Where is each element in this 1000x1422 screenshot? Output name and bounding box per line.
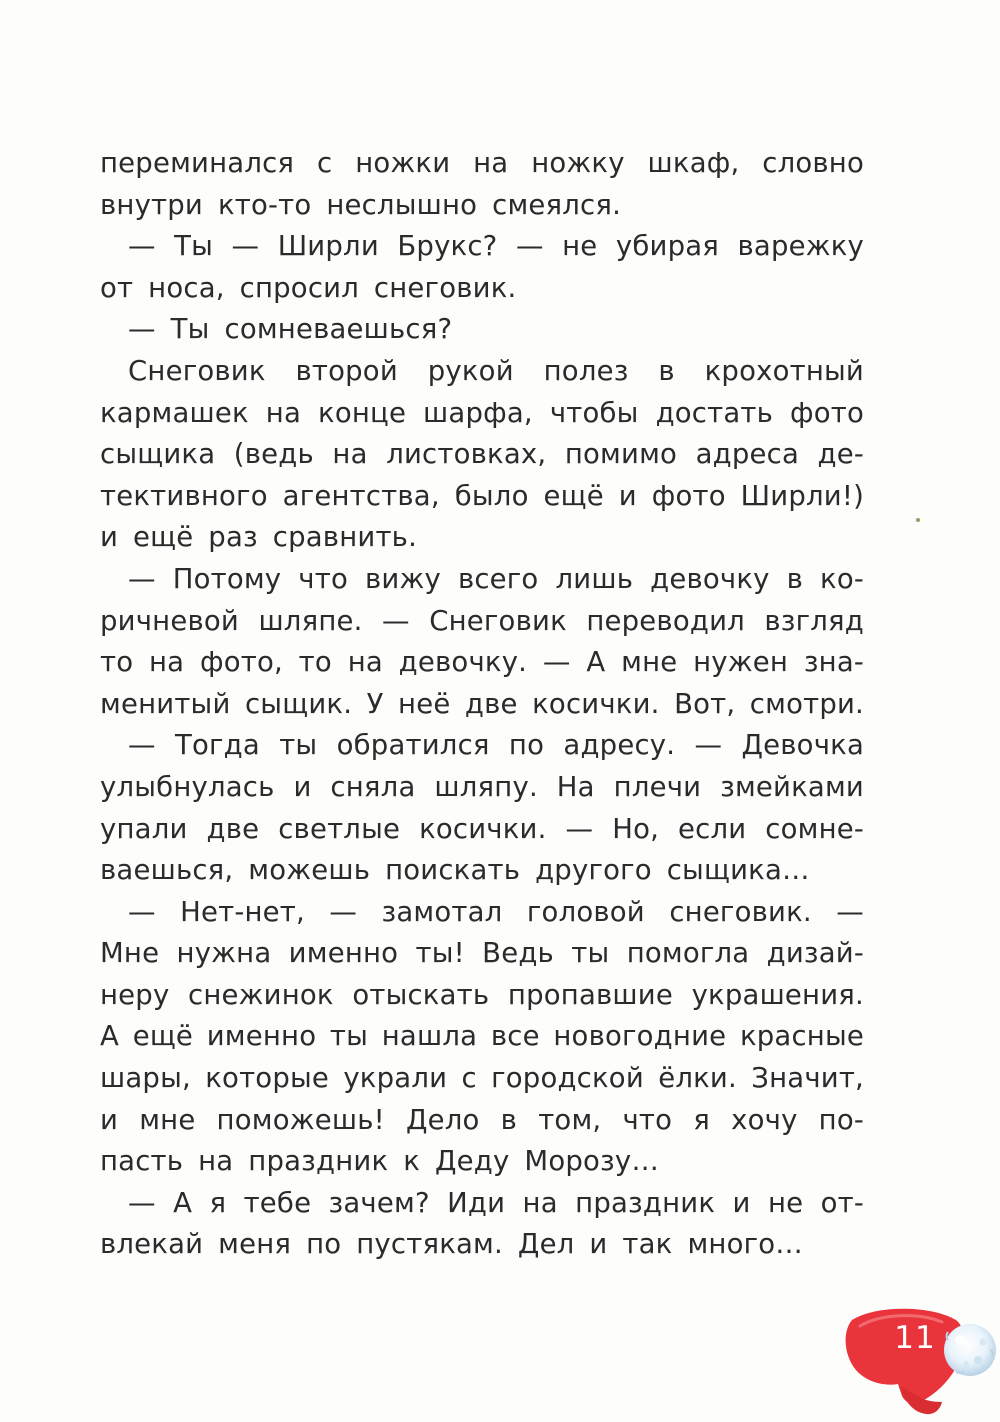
text-line: тективного агентства, было ещё и фото Ширли!) — [100, 479, 864, 512]
text-line: внутри кто-то неслышно смеялся. — [100, 188, 622, 221]
text-line: ричневой шляпе. — Снеговик переводил взгляд — [100, 604, 864, 637]
text-line: — Тогда ты обратился по адресу. — Девочка — [128, 729, 864, 762]
text-line: сыщика (ведь на листовках, помимо адреса де- — [100, 438, 864, 471]
text-line: кармашек на конце шарфа, чтобы достать фото — [100, 396, 864, 429]
text-line: улыбнулась и сняла шляпу. На плечи змейками — [100, 770, 864, 803]
text-line: упали две светлые косички. — Но, если сомне- — [100, 812, 864, 845]
text-line: Снеговик второй рукой полез в крохотный — [128, 354, 864, 387]
text-line: от носа, спросил снеговик. — [100, 271, 517, 304]
text-line: Мне нужна именно ты! Ведь ты помогла дизай- — [100, 937, 864, 970]
text-line: шары, которые украли с городской ёлки. Значит, — [100, 1062, 864, 1095]
text-line: ваешься, можешь поискать другого сыщика… — [100, 854, 810, 887]
page-number: 11 — [894, 1320, 936, 1356]
text-line: и ещё раз сравнить. — [100, 521, 418, 554]
text-line: — А я тебе зачем? Иди на праздник и не от- — [128, 1186, 864, 1219]
text-line: влекай меня по пустякам. Дел и так много… — [100, 1228, 803, 1261]
text-line: — Потому что вижу всего лишь девочку в ко- — [128, 562, 864, 595]
text-line: пасть на праздник к Деду Морозу… — [100, 1145, 660, 1178]
text-line: менитый сыщик. У неё две косички. Вот, смотри. — [100, 687, 864, 720]
text-line: неру снежинок отыскать пропавшие украшения. — [100, 978, 864, 1011]
text-line: — Ты — Ширли Брукс? — не убирая варежку — [128, 230, 864, 263]
text-line: и мне поможешь! Дело в том, что я хочу по- — [100, 1103, 864, 1136]
text-line: — Ты сомневаешься? — [128, 313, 453, 346]
text-line: то на фото, то на девочку. — А мне нужен зна- — [100, 646, 864, 679]
text-line: А ещё именно ты нашла все новогодние красные — [100, 1020, 864, 1053]
story-text — [100, 143, 864, 1266]
print-speck — [916, 518, 920, 522]
text-line: — Нет-нет, — замотал головой снеговик. — — [128, 895, 864, 928]
text-line: переминался с ножки на ножку шкаф, словно — [100, 147, 864, 179]
